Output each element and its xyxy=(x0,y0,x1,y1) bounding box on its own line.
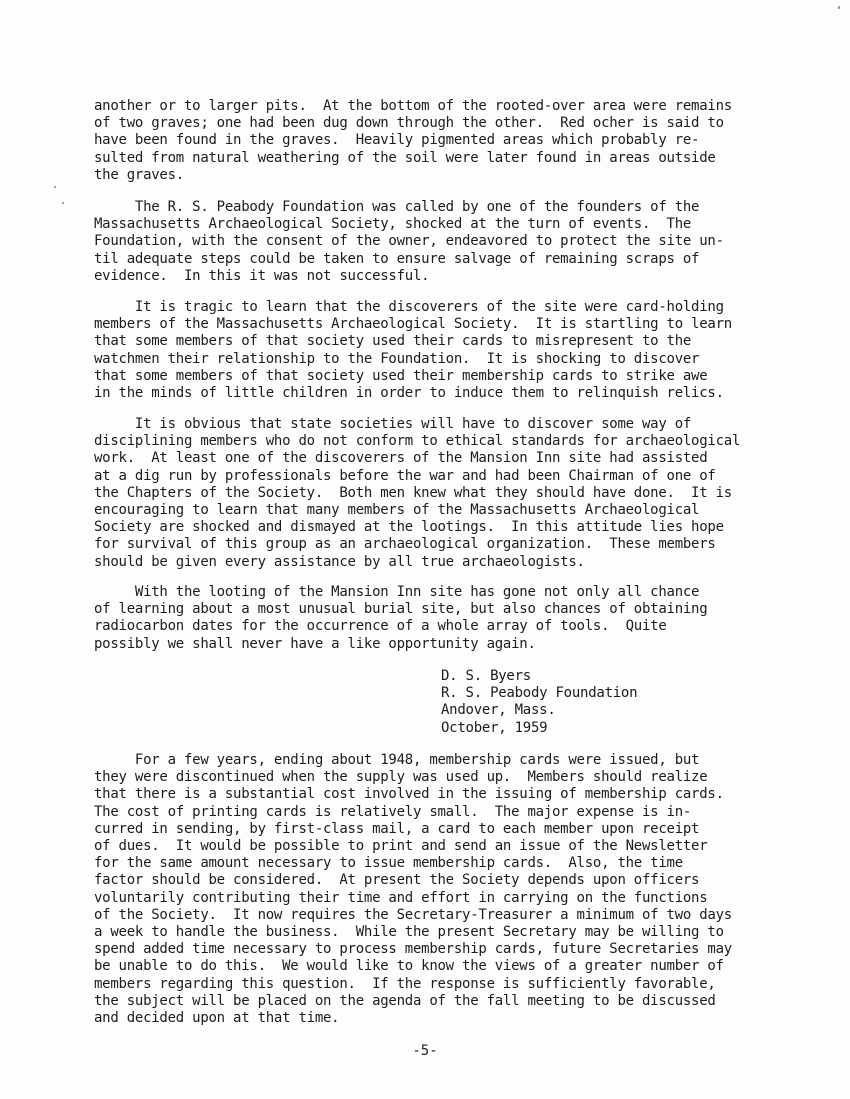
paragraph-graves xyxy=(94,98,774,184)
text-line: the graves. xyxy=(94,166,184,183)
text-line: be unable to do this. We would like to know the views of a greater number of xyxy=(94,958,724,975)
text-line: til adequate steps could be taken to ensure salvage of remaining scraps of xyxy=(94,250,700,267)
page-number: -5- xyxy=(412,1043,438,1059)
text-line: should be given every assistance by all true archaeologists. xyxy=(94,553,585,570)
text-line: of learning about a most unusual burial site, but also chances of obtaining xyxy=(94,601,708,618)
paragraph-card-holding-members xyxy=(94,299,774,402)
text-line: evidence. In this it was not successful. xyxy=(94,267,430,284)
text-line: of dues. It would be possible to print and send an issue of the Newsletter xyxy=(94,838,708,855)
text-line: disciplining members who do not conform to ethical standards for archaeological xyxy=(94,433,741,450)
text-line: radiocarbon dates for the occurrence of a whole array of tools. Quite xyxy=(94,618,667,635)
text-line: members of the Massachusetts Archaeological Society. It is startling to learn xyxy=(94,316,732,333)
text-line: that some members of that society used their membership cards to strike awe xyxy=(94,367,708,384)
text-line: encouraging to learn that many members of the Massachusetts Archaeological xyxy=(94,502,700,519)
text-line: and decided upon at that time. xyxy=(94,1010,340,1027)
paragraph-membership-cards xyxy=(94,752,774,1027)
signature-organization: R. S. Peabody Foundation xyxy=(441,685,638,702)
signature-location: Andover, Mass. xyxy=(441,702,556,719)
text-line: possibly we shall never have a like opportunity again. xyxy=(94,635,536,652)
text-line: of two graves; one had been dug down through the other. Red ocher is said to xyxy=(94,115,724,132)
signature-name: D. S. Byers xyxy=(441,668,531,684)
text-line: of the Society. It now requires the Secretary-Treasurer a minimum of two days xyxy=(94,906,732,923)
signature-block xyxy=(441,668,637,737)
text-line: Foundation, with the consent of the owner, endeavored to protect the site un- xyxy=(94,233,724,250)
scan-speck xyxy=(54,186,56,188)
text-line: have been found in the graves. Heavily pigmented areas which probably re- xyxy=(94,132,700,149)
text-line: the Chapters of the Society. Both men knew what they should have done. It is xyxy=(94,484,732,501)
paragraph-disciplining-members xyxy=(94,416,774,571)
text-line: spend added time necessary to process membership cards, future Secretaries may xyxy=(94,941,732,958)
text-line: for survival of this group as an archaeological organization. These members xyxy=(94,536,716,553)
paragraph-peabody-foundation xyxy=(94,199,774,285)
signature-date: October, 1959 xyxy=(441,719,548,736)
text-line: With the looting of the Mansion Inn site has gone not only all chance xyxy=(94,584,700,600)
text-line: work. At least one of the discoverers of the Mansion Inn site had assisted xyxy=(94,450,708,467)
text-line: It is tragic to learn that the discoverers of the site were card-holding xyxy=(94,299,724,315)
text-line: sulted from natural weathering of the soil were later found in areas outside xyxy=(94,149,716,166)
text-line: factor should be considered. At present the Society depends upon officers xyxy=(94,872,700,889)
text-line: The cost of printing cards is relatively small. The major expense is in- xyxy=(94,803,692,820)
text-line: at a dig run by professionals before the war and had been Chairman of one of xyxy=(94,467,716,484)
text-line: they were discontinued when the supply was used up. Members should realize xyxy=(94,769,708,786)
paragraph-looting-loss xyxy=(94,584,774,653)
text-line: that there is a substantial cost involved in the issuing of membership cards. xyxy=(94,786,724,803)
text-line: voluntarily contributing their time and effort in carrying on the functions xyxy=(94,889,708,906)
text-line: that some members of that society used their cards to misrepresent to the xyxy=(94,333,692,350)
text-line: another or to larger pits. At the bottom of the rooted-over area were remains xyxy=(94,98,732,114)
text-line: for the same amount necessary to issue membership cards. Also, the time xyxy=(94,855,683,872)
text-line: a week to handle the business. While the present Secretary may be willing to xyxy=(94,924,724,941)
text-line: in the minds of little children in order to induce them to relinquish relics. xyxy=(94,385,724,402)
text-line: Massachusetts Archaeological Society, shocked at the turn of events. The xyxy=(94,216,692,233)
text-line: watchmen their relationship to the Foundation. It is shocking to discover xyxy=(94,350,700,367)
text-line: Society are shocked and dismayed at the lootings. In this attitude lies hope xyxy=(94,519,724,536)
text-line: For a few years, ending about 1948, membership cards were issued, but xyxy=(94,752,700,768)
text-line: the subject will be placed on the agenda of the fall meeting to be discussed xyxy=(94,992,716,1009)
text-line: The R. S. Peabody Foundation was called by one of the founders of the xyxy=(94,199,700,215)
text-line: It is obvious that state societies will have to discover some way of xyxy=(94,416,692,432)
text-line: curred in sending, by first-class mail, a card to each member upon receipt xyxy=(94,820,700,837)
scan-speck xyxy=(838,6,840,9)
scan-speck xyxy=(62,202,64,204)
text-line: members regarding this question. If the response is sufficiently favorable, xyxy=(94,975,716,992)
